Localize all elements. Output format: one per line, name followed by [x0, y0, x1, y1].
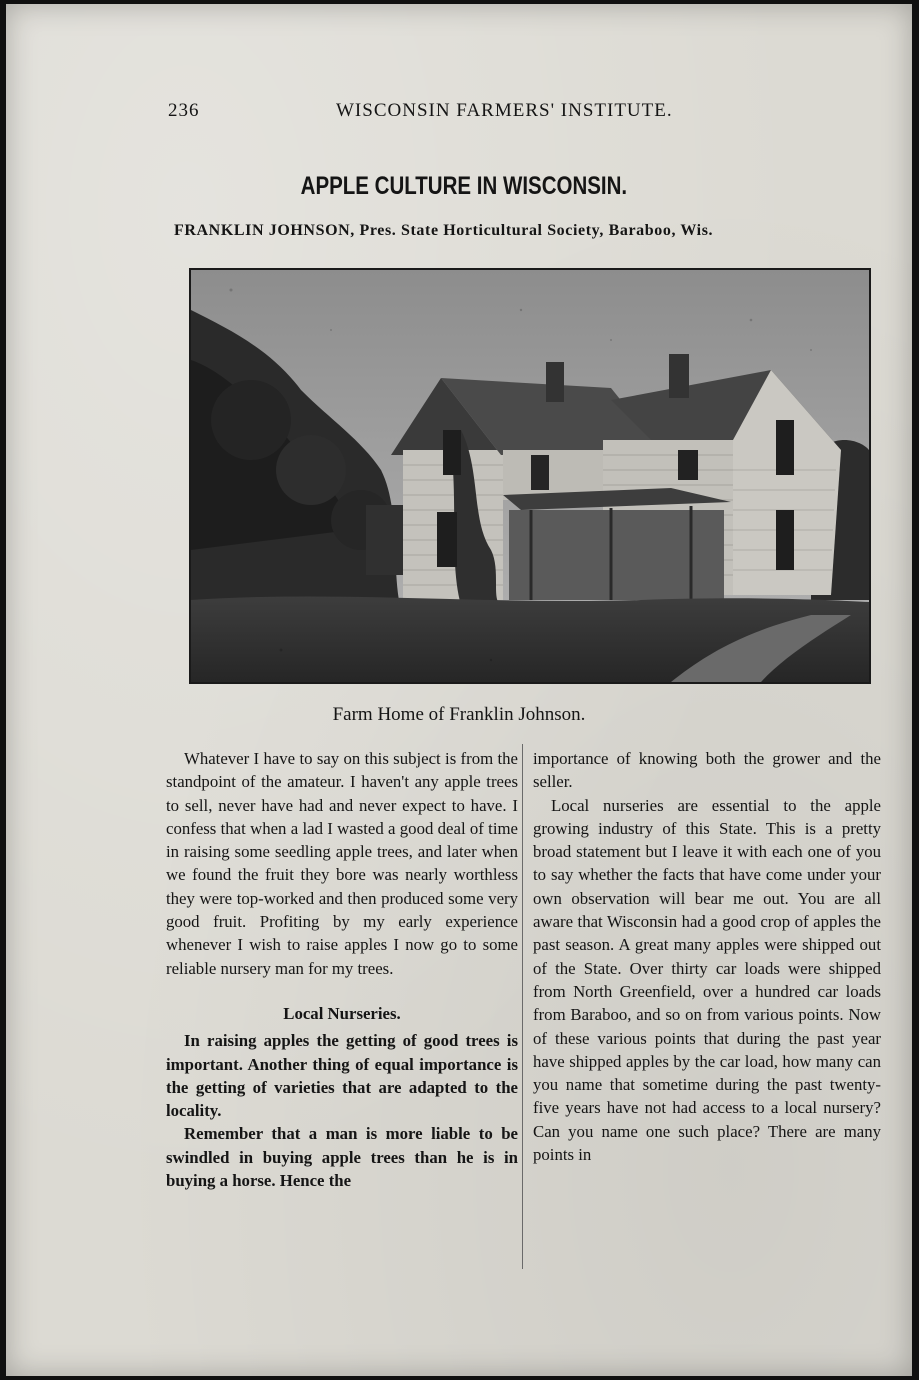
photo-caption: Farm Home of Franklin Johnson.	[332, 704, 586, 725]
right-paragraph-1: importance of knowing both the grower and the seller.	[533, 749, 881, 792]
section-subheading: Local Nurseries.	[283, 1003, 401, 1023]
author-byline: FRANKLIN JOHNSON, Pres. State Horticultural Society, Baraboo, Wis.	[174, 222, 714, 239]
farm-home-photo	[189, 268, 871, 684]
left-paragraph-1: Whatever I have to say on this subject is from the standpoint of the amateur. I haven't any apple trees to sell, never have had and never expect to have. I confess that when a lad I wasted a good deal of time in raising some seedling apple trees, and later when we found the fruit they bore was nearly worthless they were top-worked and then produced some very good fruit. Profiting by my early experience whenever I wish to raise apples I now go to some reliable nursery man for my trees.	[166, 749, 518, 978]
left-paragraph-3: Remember that a man is more liable to be swindled in buying apple trees than he is in buying a horse. Hence the	[166, 1124, 518, 1191]
article-title: APPLE CULTURE IN WISCONSIN.	[300, 172, 628, 200]
running-header	[166, 100, 886, 126]
page-number: 236	[168, 100, 200, 121]
right-paragraph-2: Local nurseries are essential to the apple growing industry of this State. This is a pretty broad statement but I leave it with each one of you to say whether the facts that have come under your own observation will bear me out. You are all aware that Wisconsin had a good crop of apples the past season. A great many apples were shipped out of the State. Over thirty car loads were shipped from North Greenfield, over a hundred car loads from Baraboo, and so on from various points. Now of these various points that during the past year have shipped apples by the car load, how many can you name that sometime during the past twenty-five years have not had access to a local nursery? Can you name one such place? There are many points in	[533, 795, 881, 1165]
farmhouse-illustration	[191, 270, 869, 682]
left-column	[166, 747, 518, 1192]
left-paragraph-2: In raising apples the getting of good trees is important. Another thing of equal importance is the getting of varieties that are adapted to the locality.	[166, 1031, 518, 1121]
scanned-page	[6, 4, 912, 1376]
right-column	[533, 747, 881, 1166]
column-divider	[522, 744, 523, 1269]
journal-title: WISCONSIN FARMERS' INSTITUTE.	[336, 100, 673, 121]
